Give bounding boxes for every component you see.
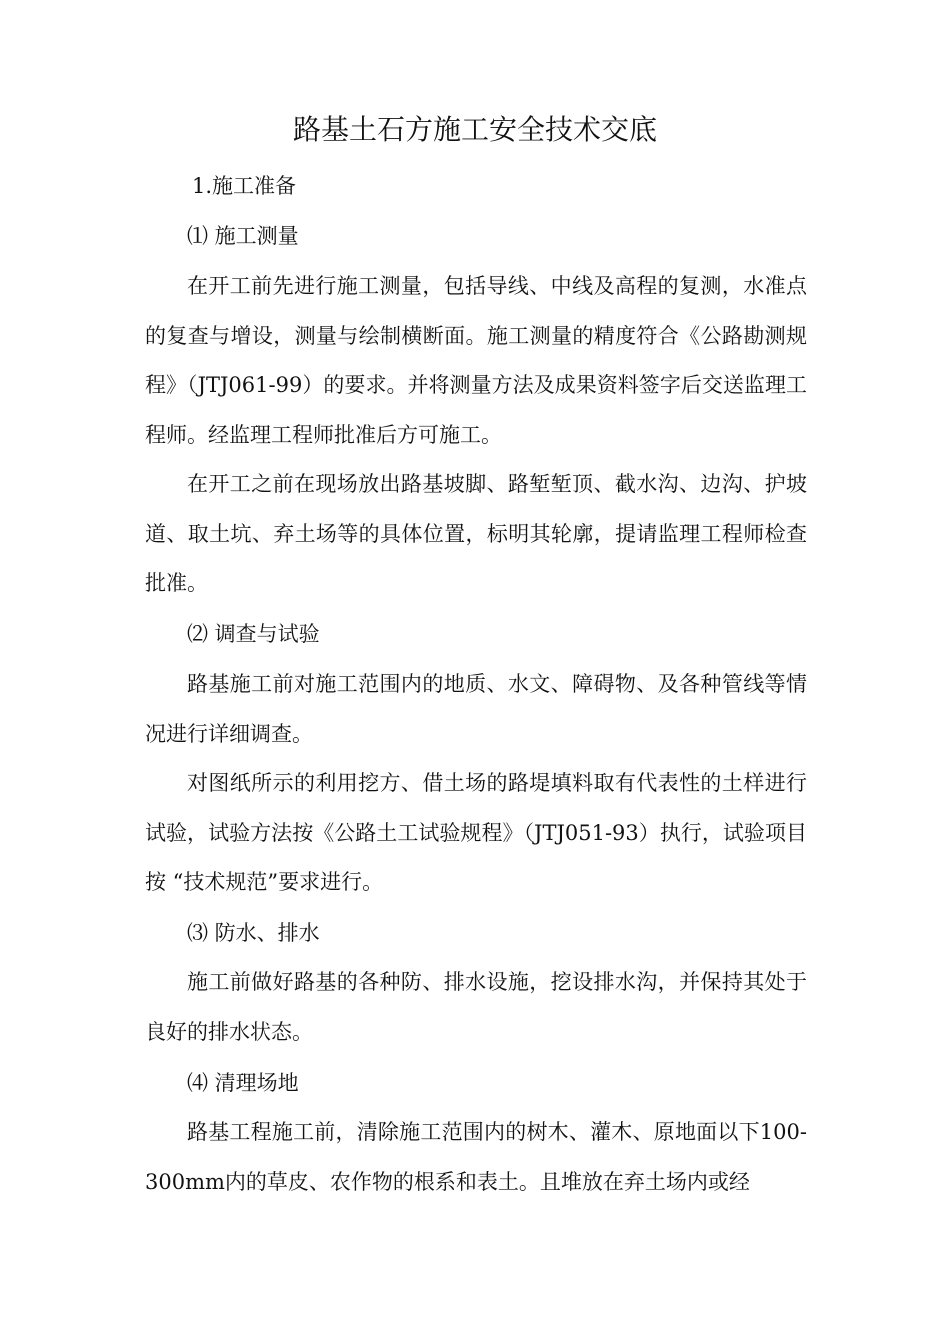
- paragraph-drainage: 施工前做好路基的各种防、排水设施，挖设排水沟，并保持其处于良好的排水状态。: [145, 970, 807, 1044]
- paragraph-layout: 在开工之前在现场放出路基坡脚、路堑堑顶、截水沟、边沟、护坡道、取土坑、弃土场等的具体位置，标明其轮廓，提请监理工程师检查批准。: [145, 472, 807, 595]
- subsection-heading-investigation: ⑵ 调查与试验: [187, 622, 320, 646]
- subsection-heading-drainage: ⑶ 防水、排水: [187, 921, 320, 945]
- subsection-heading-site-clearing: ⑷ 清理场地: [187, 1071, 299, 1095]
- paragraph-site-clearing: 路基工程施工前，清除施工范围内的树木、灌木、原地面以下100-300mm内的草皮、农作物的根系和表土。且堆放在弃土场内或经: [145, 1120, 807, 1194]
- subsection-heading-survey: ⑴ 施工测量: [187, 224, 299, 248]
- section-heading-preparation: 1.施工准备: [192, 174, 297, 198]
- paragraph-soil-testing: 对图纸所示的利用挖方、借土场的路堤填料取有代表性的土样进行试验，试验方法按《公路土工试验规程》（JTJ051-93）执行，试验项目按 “技术规范”要求进行。: [145, 771, 807, 894]
- paragraph-survey: 在开工前先进行施工测量，包括导线、中线及高程的复测，水准点的复查与增设，测量与绘制横断面。施工测量的精度符合《公路勘测规程》（JTJ061-99）的要求。并将测量方法及成果资料签字后交送监理工程师。经监理工程师批准后方可施工。: [145, 274, 807, 447]
- document-title: 路基土石方施工安全技术交底: [292, 113, 657, 146]
- paragraph-investigation: 路基施工前对施工范围内的地质、水文、障碍物、及各种管线等情况进行详细调查。: [145, 672, 807, 746]
